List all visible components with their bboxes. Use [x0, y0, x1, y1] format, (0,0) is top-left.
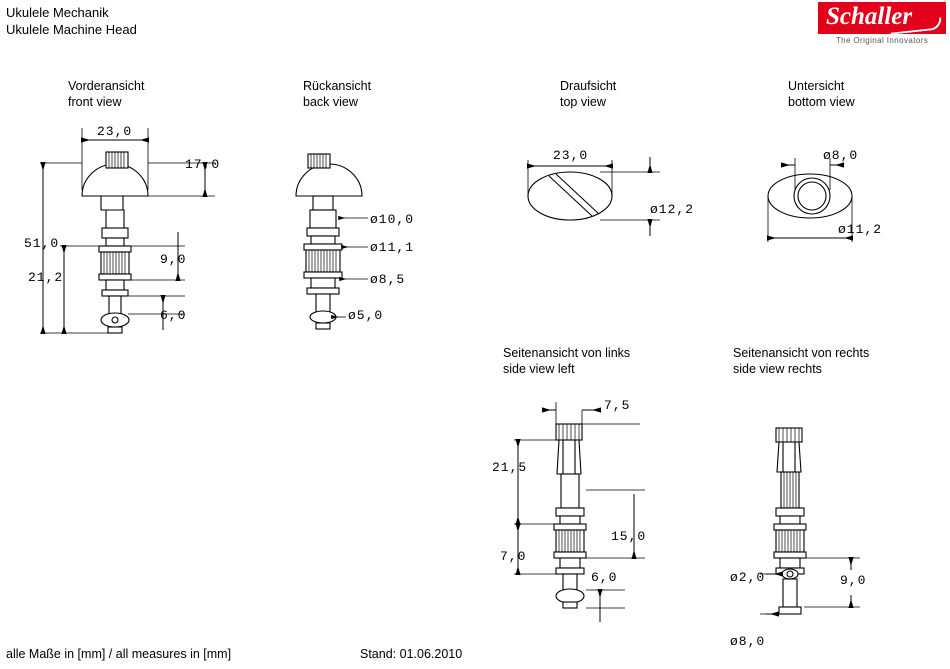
back-view-drawing — [296, 154, 368, 329]
title-de: Ukulele Mechanik — [6, 5, 109, 20]
title-en: Ukulele Machine Head — [6, 22, 137, 37]
dim-front-height-head: 17,0 — [185, 157, 221, 172]
top-view-drawing — [528, 157, 660, 236]
dim-front-6: 6,0 — [160, 308, 187, 323]
view-label-bottom: Untersicht bottom view — [788, 79, 855, 109]
dim-back-d10: ø10,0 — [370, 212, 415, 227]
dim-back-d5: ø5,0 — [348, 308, 384, 323]
dim-left-15: 15,0 — [611, 529, 647, 544]
dim-right-d8: ø8,0 — [730, 634, 766, 649]
logo-wordmark: Schaller — [826, 3, 913, 30]
logo-banner — [818, 2, 946, 34]
dim-back-d11-1: ø11,1 — [370, 240, 415, 255]
view-label-side-left: Seitenansicht von links side view left — [503, 346, 631, 376]
view-label-side-right: Seitenansicht von rechts side view rechts — [733, 346, 870, 376]
dim-right-d2: ø2,0 — [730, 570, 766, 585]
dim-left-21-5: 21,5 — [492, 460, 528, 475]
dim-front-9: 9,0 — [160, 252, 187, 267]
dim-front-total: 51,0 — [24, 236, 60, 251]
brand-logo — [818, 2, 946, 48]
dim-top-d12-2: ø12,2 — [650, 202, 695, 217]
dim-right-9: 9,0 — [840, 573, 867, 588]
dim-top-23: 23,0 — [553, 148, 589, 163]
view-label-front: Vorderansicht front view — [68, 79, 145, 109]
dim-left-7-5: 7,5 — [604, 398, 631, 413]
dim-front-width: 23,0 — [97, 124, 133, 139]
footer-measures: alle Maße in [mm] / all measures in [mm] — [6, 647, 232, 661]
view-label-top: Draufsicht top view — [560, 79, 617, 109]
view-label-back: Rückansicht back view — [303, 79, 372, 109]
dim-front-21-2: 21,2 — [28, 270, 64, 285]
side-left-drawing — [514, 402, 645, 622]
logo-tagline: The Original Innovators — [835, 36, 929, 45]
footer-date: Stand: 01.06.2010 — [360, 647, 463, 661]
dim-left-6: 6,0 — [591, 570, 618, 585]
dim-left-7: 7,0 — [500, 549, 527, 564]
dim-back-d8-5: ø8,5 — [370, 272, 406, 287]
dim-bottom-d11-2: ø11,2 — [838, 222, 883, 237]
dim-bottom-d8: ø8,0 — [823, 148, 859, 163]
title-block — [6, 4, 137, 38]
